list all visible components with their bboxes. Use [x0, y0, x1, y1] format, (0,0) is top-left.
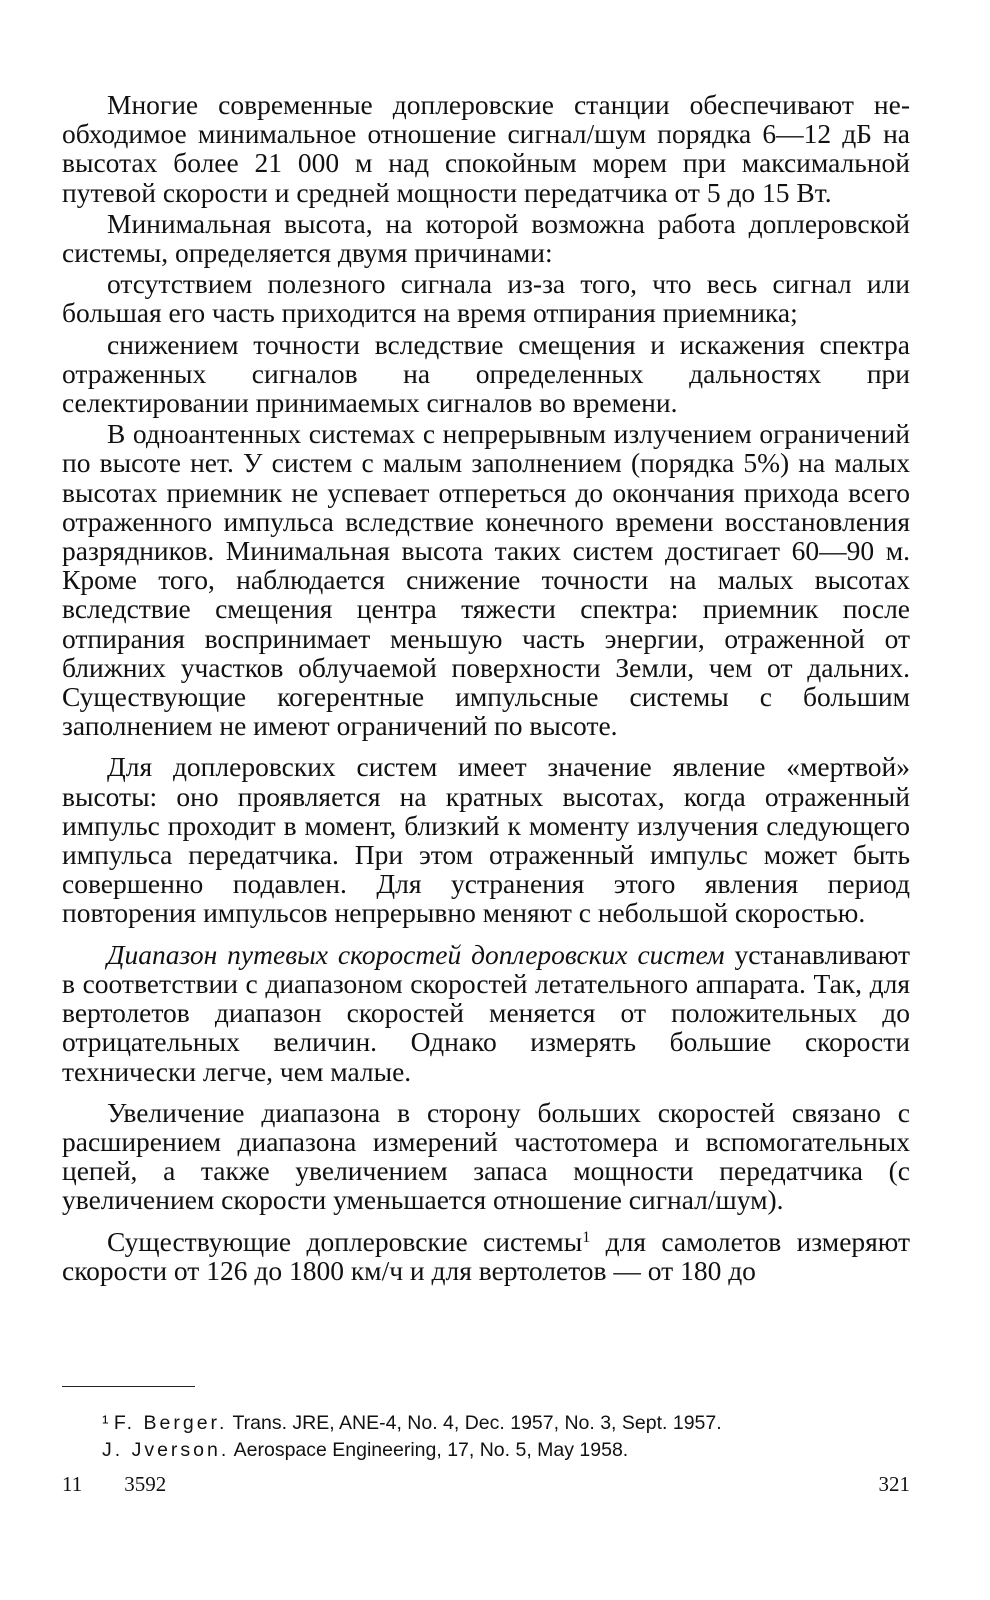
paragraph-1: Многие современные доплеровские станции обеспечивают необходимое минимальное отношение сигнал/шум порядка 6—12 дБ на высотах более 21 000 м над спокойным морем при максимальной путевой скорости и средней мощности передатчика от 5 до 15 Вт.	[62, 89, 910, 208]
paragraph-9	[62, 1227, 910, 1285]
order-number: 3592	[124, 1472, 167, 1496]
footnote-divider	[62, 1386, 195, 1387]
paragraph-9-start: Существующие доплеровские системы	[107, 1225, 583, 1257]
footnote-1-author: F. Berger.	[113, 1412, 228, 1434]
footnote-2-author: J. Jverson.	[102, 1439, 230, 1461]
paragraph-7	[62, 940, 910, 1086]
printer-signature	[62, 1472, 166, 1497]
footnote-ref: 1	[582, 1228, 591, 1246]
footnote-2	[62, 1437, 910, 1464]
signature-number: 11	[62, 1472, 83, 1496]
footnote-mark: ¹	[102, 1412, 109, 1434]
paragraph-3: отсутствием полезного сигнала из-за того, что весь сигнал или большая его часть приходится на время отпирания приемника;	[62, 268, 910, 329]
footnote-2-text: Aerospace Engineering, 17, No. 5, May 1958.	[229, 1439, 629, 1461]
paragraph-5: В одноантенных системах с непрерывным излучением ограничений по высоте нет. У систем с малым заполнением (порядка 5%) на малых высотах приемник не успевает отпереться до окончания прихода всего отраженного импульса вследствие конечного времени восстановления разрядников. Минимальная высота таких систем достигает 60—90 м. Кроме того, наблюдается снижение точности на малых высотах вследствие смещения центра тяжести спектра: приемник после отпирания воспринимает меньшую часть энергии, отраженной от ближних участков облучаемой поверхности Земли, чем от дальних. Существующие когерентные импульсные системы с большим заполнением не имеют ограничений по высоте.	[62, 418, 910, 742]
paragraph-9-end: для самолетов измеряют скорости от 126 до 1800 км/ч и для вертолетов — от 180 до	[62, 1225, 910, 1286]
paragraph-8: Увеличение диапазона в сторону больших скоростей связано с расширением диапазона измерений частотомера и вспомогательных цепей, а также увеличением запаса мощности передатчика (с увеличением скорости уменьшается отношение сигнал/шум).	[62, 1096, 910, 1216]
footnote-1-text: Trans. JRE, ANE-4, No. 4, Dec. 1957, No. 3, Sept. 1957.	[227, 1412, 722, 1434]
paragraph-2: Минимальная высота, на которой возможна работа доплеровской системы, определяется двумя причинами:	[62, 207, 910, 269]
paragraph-7-rest: устанавливают в соответствии с диапазоном скоростей летательного аппарата. Так, для вертолетов диапазон скоростей меняется от положительных до отрицательных величин. Однако измерять большие скорости технически легче, чем малые.	[62, 938, 911, 1087]
page-body	[62, 90, 910, 1285]
paragraph-4: снижением точности вследствие смещения и искажения спектра отраженных сигналов на определенных дальностях при селектировании принимаемых сигналов во времени.	[62, 328, 910, 419]
italic-term: Диапазон путевых скоростей доплеровских систем	[107, 938, 725, 970]
paragraph-6: Для доплеровских систем имеет значение явление «мертвой» высоты: оно проявляется на кратных высотах, когда отраженный импульс проходит в момент, близкий к моменту излучения следующего импульса передатчика. При этом отраженный импульс может быть совершенно подавлен. Для устранения этого явления период повторения импульсов непрерывно меняют с небольшой скоростью.	[62, 751, 910, 929]
footnotes	[62, 1410, 910, 1464]
page-number: 321	[878, 1472, 910, 1496]
footnote-1	[62, 1410, 910, 1437]
